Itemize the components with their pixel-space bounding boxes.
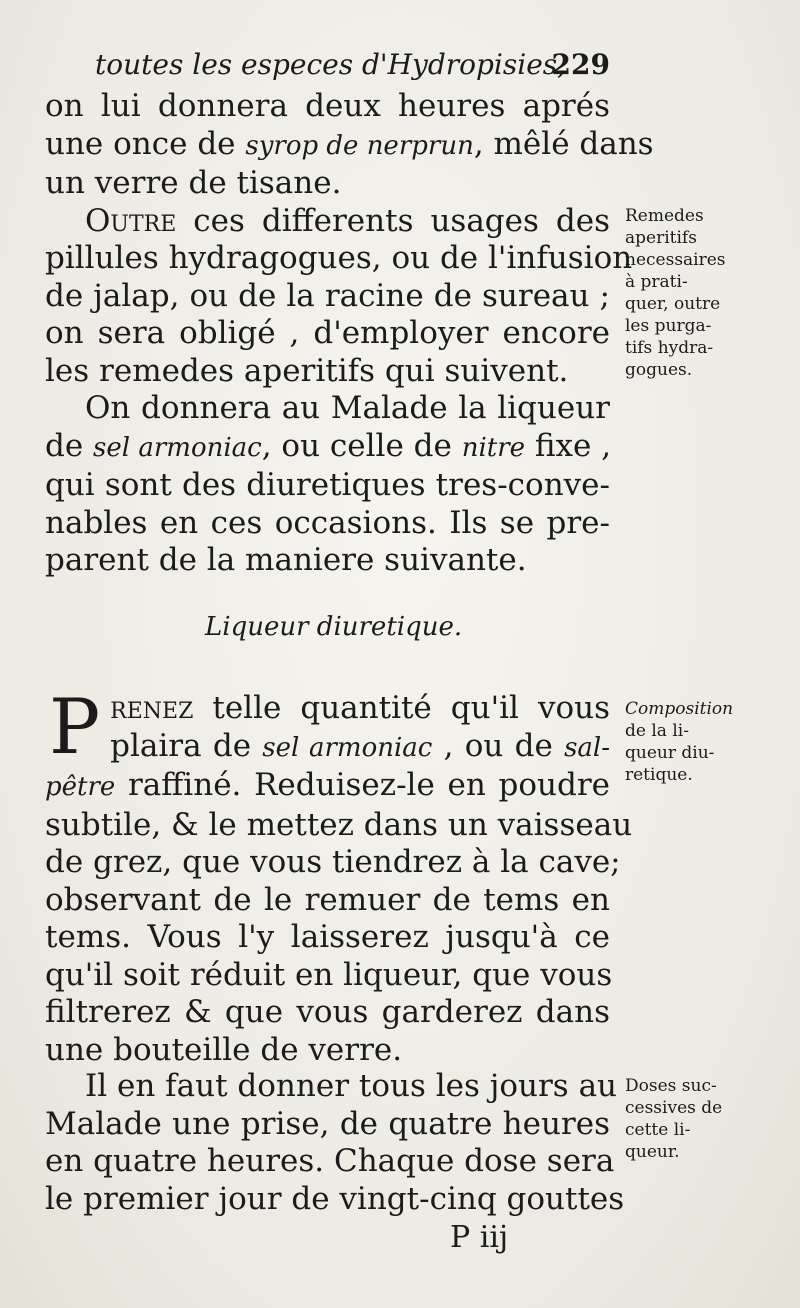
text-line: nables en ces occasions. Ils se pre- — [45, 504, 610, 541]
text-line: on lui donnera deux heures aprés — [45, 88, 610, 124]
main-text-block — [45, 88, 654, 580]
text-line: le premier jour de vingt-cinq gouttes — [45, 1180, 625, 1217]
text-line: de jalap, ou de la racine de sureau ; — [45, 277, 610, 314]
text-line: de grez, que vous tiendrez à la cave; — [45, 844, 621, 880]
text-line: les remedes aperitifs qui suivent. — [45, 352, 569, 389]
recipe-block — [45, 682, 633, 1069]
small-caps-lead: Outre — [85, 202, 177, 239]
margin-note-doses: Doses suc- cessives de cette li- queur. — [625, 1076, 723, 1162]
margin-note-aperitifs: Remedes aperitifs necessaires à prati- quer, outre les purga- tifs hydra- gogues. — [625, 206, 726, 380]
text-line: Outre ces differents usages des — [85, 202, 610, 239]
text-line: de sel armoniac, ou celle de nitre fixe , — [45, 427, 612, 464]
text-line: un verre de tisane. — [45, 165, 342, 201]
text-line: tems. Vous l'y laisserez jusqu'à ce — [45, 919, 610, 955]
text-line: qui sont des diuretiques tres-conve- — [45, 467, 610, 503]
text-line: subtile, & le mettez dans un vaisseau — [45, 806, 633, 843]
text-line: pillules hydragogues, ou de l'infusion — [45, 240, 633, 276]
text-line: Il en faut donner tous les jours au — [85, 1068, 618, 1104]
signature-mark: P iij — [450, 1220, 509, 1255]
italic-term: syrop de nerprun — [245, 130, 474, 161]
page-header — [95, 48, 610, 88]
running-title: toutes les especes d'Hydropisies, — [95, 48, 567, 81]
text-line: en quatre heures. Chaque dose sera — [45, 1143, 615, 1179]
drop-cap: P — [49, 682, 101, 771]
text-line: une bouteille de verre. — [45, 1031, 403, 1068]
text-line: on sera obligé , d'employer encore — [45, 315, 610, 351]
text-line: renez telle quantité qu'il vous — [110, 690, 610, 726]
text-line: Malade une prise, de quatre heures — [45, 1105, 610, 1142]
section-heading: Liqueur diuretique. — [205, 612, 463, 642]
text-line: filtrerez & que vous garderez dans — [45, 994, 610, 1030]
text-line: parent de la maniere suivante. — [45, 542, 527, 578]
text-line: pêtre raffiné. Reduisez-le en poudre — [45, 767, 610, 803]
text-line: On donnera au Malade la liqueur — [85, 390, 610, 426]
margin-note-composition: Composition de la li- queur diu- retique. — [625, 699, 734, 785]
text-line: plaira de sel armoniac , ou de sal- — [110, 727, 611, 764]
text-line: une once de syrop de nerprun, mêlé dans — [45, 125, 654, 162]
page-number: 229 — [551, 48, 610, 81]
text-line: observant de le remuer de tems en — [45, 881, 610, 918]
text-line: qu'il soit réduit en liqueur, que vous — [45, 956, 613, 993]
dosage-block — [45, 1068, 625, 1218]
